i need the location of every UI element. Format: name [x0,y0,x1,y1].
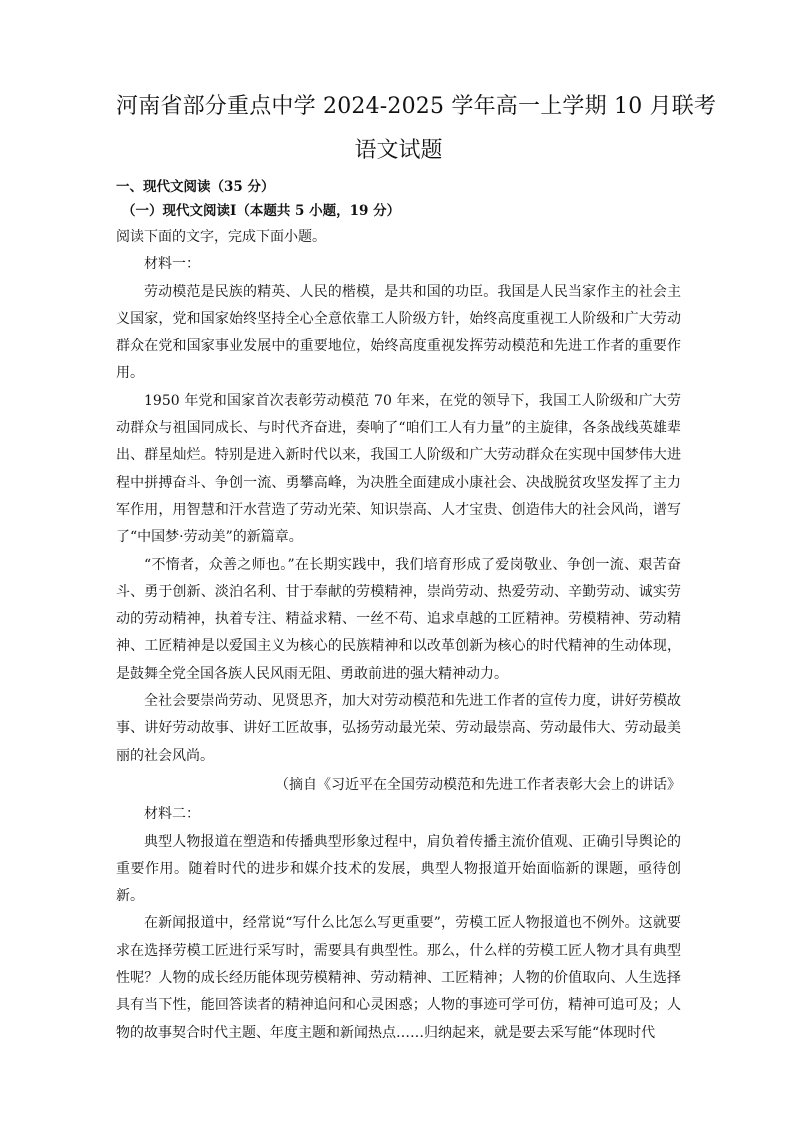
subsection-heading: （一）现代文阅读Ⅰ（本题共 5 小题，19 分） [122,203,401,219]
document-title: 河南省部分重点中学 2024-2025 学年高一上学期 10 月联考 [116,94,717,119]
material2-paragraph: 典型人物报道在塑造和传播典型形象过程中，肩负着传播主流价值观、正确引导舆论的重要作用。随着时代的进步和媒介技术的发展，典型人物报道开始面临新的课题，亟待创新。 [116,833,681,905]
material2-label: 材料二： [144,806,200,823]
section-heading: 一、现代文阅读（35 分） [116,179,275,195]
material1-paragraph: “不惰者，众善之师也。”在长期实践中，我们培育形成了爱岗敬业、争创一流、艰苦奋斗、勇于创新、淡泊名利、甘于奉献的劳模精神，崇尚劳动、热爱劳动、辛勤劳动、诚实劳动的劳动精神，执着专注、精益求精、一丝不苟、追求卓越的工匠精神。劳模精神、劳动精神、工匠精神是以爱国主义为核心的民族精神和以改革创新为核心的时代精神的生动体现，是鼓舞全党全国各族人民风雨无阻、勇敢前进的强大精神动力。 [116,556,681,682]
material1-label: 材料一： [144,256,200,273]
material1-paragraph: 1950 年党和国家首次表彰劳动模范 70 年来，在党的领导下，我国工人阶级和广大劳动群众与祖国同成长、与时代齐奋进，奏响了“咱们工人有力量”的主旋律，各条战线英雄辈出、群星灿烂。特别是进入新时代以来，我国工人阶级和广大劳动群众在实现中国梦伟大进程中拼搏奋斗、争创一流、勇攀高峰，为决胜全面建成小康社会、决战脱贫攻坚发挥了主力军作用，用智慧和汗水营造了劳动光荣、知识崇高、人才宝贵、创造伟大的社会风尚，谱写了“中国梦·劳动美”的新篇章。 [116,392,681,546]
material1-source: （摘自《习近平在全国劳动模范和先进工作者表彰大会上的讲话》 [275,776,681,793]
document-subtitle: 语文试题 [354,138,443,163]
instruction-text: 阅读下面的文字，完成下面小题。 [116,229,326,245]
material2-paragraph: 在新闻报道中，经常说“写什么比怎么写更重要”，劳模工匠人物报道也不例外。这就要求在选择劳模工匠进行采写时，需要具有典型性。那么，什么样的劳模工匠人物才具有典型性呢？人物的成长经历能体现劳模精神、劳动精神、工匠精神；人物的价值取向、人生选择具有当下性，能回答读者的精神追问和心灵困惑；人物的事迹可学可仿，精神可追可及；人物的故事契合时代主题、年度主题和新闻热点……归纳起来，就是要去采写能“体现时代 [116,915,681,1041]
material1-paragraph: 全社会要崇尚劳动、见贤思齐，加大对劳动模范和先进工作者的宣传力度，讲好劳模故事、讲好劳动故事、讲好工匠故事，弘扬劳动最光荣、劳动最崇高、劳动最伟大、劳动最美丽的社会风尚。 [116,693,681,764]
material1-paragraph: 劳动模范是民族的精英、人民的楷模，是共和国的功臣。我国是人民当家作主的社会主义国家，党和国家始终坚持全心全意依靠工人阶级方针，始终高度重视工人阶级和广大劳动群众在党和国家事业发展中的重要地位，始终高度重视发挥劳动模范和先进工作者的重要作用。 [116,283,681,382]
